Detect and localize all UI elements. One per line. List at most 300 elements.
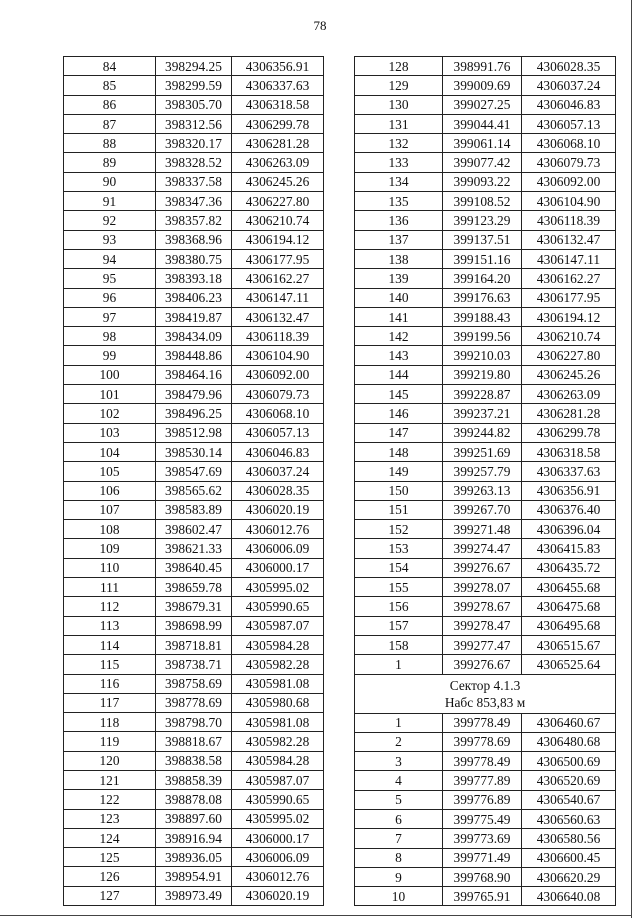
table-row: [64, 693, 324, 712]
table-row: [355, 635, 616, 654]
x-coordinate-cell: 399164.20: [443, 269, 522, 288]
point-number-cell: 127: [64, 886, 156, 905]
y-coordinate-cell: 4305990.65: [232, 597, 324, 616]
table-row: [355, 404, 616, 423]
x-coordinate-cell: 398479.96: [156, 385, 232, 404]
y-coordinate-cell: 4306079.73: [522, 153, 616, 172]
x-coordinate-cell: 399176.63: [443, 288, 522, 307]
point-number-cell: 147: [355, 423, 443, 442]
table-row: [355, 153, 616, 172]
y-coordinate-cell: 4306177.95: [522, 288, 616, 307]
x-coordinate-cell: 398347.36: [156, 192, 232, 211]
point-number-cell: 119: [64, 732, 156, 751]
y-coordinate-cell: 4305990.65: [232, 790, 324, 809]
x-coordinate-cell: 399251.69: [443, 442, 522, 461]
point-number-cell: 8: [355, 848, 443, 867]
table-row: [64, 230, 324, 249]
x-coordinate-cell: 398698.99: [156, 616, 232, 635]
y-coordinate-cell: 4305982.28: [232, 732, 324, 751]
x-coordinate-cell: 398565.62: [156, 481, 232, 500]
y-coordinate-cell: 4306194.12: [522, 307, 616, 326]
point-number-cell: 130: [355, 95, 443, 114]
table-row: [64, 539, 324, 558]
table-row: [64, 886, 324, 905]
point-number-cell: 124: [64, 828, 156, 847]
y-coordinate-cell: 4306560.63: [522, 809, 616, 828]
x-coordinate-cell: 398916.94: [156, 828, 232, 847]
page-frame-right: [631, 0, 632, 918]
table-row: [355, 95, 616, 114]
y-coordinate-cell: 4306480.68: [522, 732, 616, 751]
x-coordinate-cell: 398393.18: [156, 269, 232, 288]
point-number-cell: 85: [64, 76, 156, 95]
table-row: [64, 192, 324, 211]
x-coordinate-cell: 399776.89: [443, 790, 522, 809]
y-coordinate-cell: 4306263.09: [232, 153, 324, 172]
point-number-cell: 94: [64, 249, 156, 268]
table-row: [355, 57, 616, 76]
x-coordinate-cell: 398380.75: [156, 249, 232, 268]
x-coordinate-cell: 399775.49: [443, 809, 522, 828]
y-coordinate-cell: 4306281.28: [522, 404, 616, 423]
page-number: 78: [313, 18, 327, 33]
table-row: [355, 713, 616, 732]
table-row: [64, 828, 324, 847]
table-row: [355, 520, 616, 539]
y-coordinate-cell: 4306245.26: [522, 365, 616, 384]
point-number-cell: 132: [355, 134, 443, 153]
table-row: [64, 365, 324, 384]
point-number-cell: 116: [64, 674, 156, 693]
point-number-cell: 121: [64, 770, 156, 789]
table-row: [64, 114, 324, 133]
table-row: [355, 76, 616, 95]
x-coordinate-cell: 399778.49: [443, 713, 522, 732]
point-number-cell: 131: [355, 114, 443, 133]
y-coordinate-cell: 4306515.67: [522, 635, 616, 654]
point-number-cell: 89: [64, 153, 156, 172]
point-number-cell: 93: [64, 230, 156, 249]
x-coordinate-cell: 398328.52: [156, 153, 232, 172]
x-coordinate-cell: 399027.25: [443, 95, 522, 114]
point-number-cell: 101: [64, 385, 156, 404]
y-coordinate-cell: 4305995.02: [232, 578, 324, 597]
point-number-cell: 126: [64, 867, 156, 886]
point-number-cell: 139: [355, 269, 443, 288]
x-coordinate-cell: 398602.47: [156, 520, 232, 539]
table-row: [64, 346, 324, 365]
table-row: [64, 655, 324, 674]
y-coordinate-cell: 4306318.58: [522, 442, 616, 461]
table-row: [355, 269, 616, 288]
y-coordinate-cell: 4305987.07: [232, 770, 324, 789]
y-coordinate-cell: 4306318.58: [232, 95, 324, 114]
y-coordinate-cell: 4306245.26: [232, 172, 324, 191]
x-coordinate-cell: 399237.21: [443, 404, 522, 423]
table-row: [64, 848, 324, 867]
table-row: [64, 481, 324, 500]
table-row: [64, 385, 324, 404]
x-coordinate-cell: 399009.69: [443, 76, 522, 95]
point-number-cell: 125: [64, 848, 156, 867]
point-number-cell: 135: [355, 192, 443, 211]
point-number-cell: 150: [355, 481, 443, 500]
table-row: [64, 597, 324, 616]
point-number-cell: 90: [64, 172, 156, 191]
y-coordinate-cell: 4306037.24: [232, 462, 324, 481]
point-number-cell: 113: [64, 616, 156, 635]
y-coordinate-cell: 4305987.07: [232, 616, 324, 635]
point-number-cell: 114: [64, 635, 156, 654]
table-row: [355, 385, 616, 404]
point-number-cell: 107: [64, 500, 156, 519]
table-row: [355, 230, 616, 249]
point-number-cell: 95: [64, 269, 156, 288]
point-number-cell: 2: [355, 732, 443, 751]
point-number-cell: 133: [355, 153, 443, 172]
table-row: [64, 269, 324, 288]
y-coordinate-cell: 4306020.19: [232, 500, 324, 519]
table-row: [64, 751, 324, 770]
x-coordinate-cell: 398448.86: [156, 346, 232, 365]
y-coordinate-cell: 4306227.80: [522, 346, 616, 365]
x-coordinate-cell: 399108.52: [443, 192, 522, 211]
point-number-cell: 10: [355, 887, 443, 906]
x-coordinate-cell: 398337.58: [156, 172, 232, 191]
y-coordinate-cell: 4306079.73: [232, 385, 324, 404]
x-coordinate-cell: 399274.47: [443, 539, 522, 558]
y-coordinate-cell: 4306376.40: [522, 500, 616, 519]
y-coordinate-cell: 4306037.24: [522, 76, 616, 95]
x-coordinate-cell: 399777.89: [443, 771, 522, 790]
point-number-cell: 138: [355, 249, 443, 268]
x-coordinate-cell: 399137.51: [443, 230, 522, 249]
y-coordinate-cell: 4306210.74: [522, 327, 616, 346]
x-coordinate-cell: 398419.87: [156, 307, 232, 326]
x-coordinate-cell: 398659.78: [156, 578, 232, 597]
y-coordinate-cell: 4306525.64: [522, 655, 616, 674]
table-row: [64, 790, 324, 809]
table-row: [64, 57, 324, 76]
point-number-cell: 7: [355, 829, 443, 848]
point-number-cell: 91: [64, 192, 156, 211]
y-coordinate-cell: 4306435.72: [522, 558, 616, 577]
x-coordinate-cell: 398758.69: [156, 674, 232, 693]
table-row: [355, 616, 616, 635]
table-row: [64, 674, 324, 693]
y-coordinate-cell: 4306046.83: [232, 442, 324, 461]
point-number-cell: 118: [64, 713, 156, 732]
table-row: [355, 211, 616, 230]
x-coordinate-cell: 398406.23: [156, 288, 232, 307]
point-number-cell: 9: [355, 867, 443, 886]
point-number-cell: 98: [64, 327, 156, 346]
table-row: [355, 752, 616, 771]
y-coordinate-cell: 4305995.02: [232, 809, 324, 828]
point-number-cell: 154: [355, 558, 443, 577]
x-coordinate-cell: 399276.67: [443, 655, 522, 674]
x-coordinate-cell: 398512.98: [156, 423, 232, 442]
table-row: [355, 655, 616, 674]
y-coordinate-cell: 4306000.17: [232, 828, 324, 847]
table-row: [355, 114, 616, 133]
table-row: [64, 95, 324, 114]
table-row: [64, 713, 324, 732]
x-coordinate-cell: 399278.07: [443, 578, 522, 597]
x-coordinate-cell: 398496.25: [156, 404, 232, 423]
x-coordinate-cell: 398818.67: [156, 732, 232, 751]
point-number-cell: 106: [64, 481, 156, 500]
point-number-cell: 112: [64, 597, 156, 616]
x-coordinate-cell: 398778.69: [156, 693, 232, 712]
y-coordinate-cell: 4306460.67: [522, 713, 616, 732]
table-row: [355, 481, 616, 500]
table-row: [64, 423, 324, 442]
y-coordinate-cell: 4306020.19: [232, 886, 324, 905]
table-row: [64, 635, 324, 654]
x-coordinate-cell: 398305.70: [156, 95, 232, 114]
sector-length: Набс 853,83 м: [444, 694, 526, 710]
point-number-cell: 143: [355, 346, 443, 365]
table-row: [64, 172, 324, 191]
table-row: [355, 346, 616, 365]
point-number-cell: 3: [355, 752, 443, 771]
x-coordinate-cell: 399199.56: [443, 327, 522, 346]
sector-header-cell: [355, 674, 616, 713]
x-coordinate-cell: 399778.49: [443, 752, 522, 771]
table-row: [64, 307, 324, 326]
point-number-cell: 99: [64, 346, 156, 365]
table-row: [355, 809, 616, 828]
table-row: [355, 134, 616, 153]
x-coordinate-cell: 398294.25: [156, 57, 232, 76]
table-row: [355, 887, 616, 906]
table-row: [64, 867, 324, 886]
point-number-cell: 87: [64, 114, 156, 133]
x-coordinate-cell: 399768.90: [443, 867, 522, 886]
x-coordinate-cell: 398838.58: [156, 751, 232, 770]
x-coordinate-cell: 399263.13: [443, 481, 522, 500]
table-row: [355, 597, 616, 616]
point-number-cell: 86: [64, 95, 156, 114]
x-coordinate-cell: 398954.91: [156, 867, 232, 886]
point-number-cell: 158: [355, 635, 443, 654]
x-coordinate-cell: 399044.41: [443, 114, 522, 133]
table-row: [64, 770, 324, 789]
x-coordinate-cell: 398320.17: [156, 134, 232, 153]
table-row: [355, 327, 616, 346]
x-coordinate-cell: 399277.47: [443, 635, 522, 654]
x-coordinate-cell: 398299.59: [156, 76, 232, 95]
point-number-cell: 136: [355, 211, 443, 230]
x-coordinate-cell: 399278.67: [443, 597, 522, 616]
point-number-cell: 142: [355, 327, 443, 346]
table-row: [355, 732, 616, 751]
table-row: [64, 578, 324, 597]
point-number-cell: 115: [64, 655, 156, 674]
x-coordinate-cell: 398936.05: [156, 848, 232, 867]
x-coordinate-cell: 399123.29: [443, 211, 522, 230]
point-number-cell: 103: [64, 423, 156, 442]
table-row: [355, 790, 616, 809]
point-number-cell: 155: [355, 578, 443, 597]
y-coordinate-cell: 4306227.80: [232, 192, 324, 211]
table-row: [64, 327, 324, 346]
table-row: [64, 500, 324, 519]
point-number-cell: 108: [64, 520, 156, 539]
point-number-cell: 100: [64, 365, 156, 384]
sector-header-row: [355, 674, 616, 713]
table-row: [64, 76, 324, 95]
y-coordinate-cell: 4306147.11: [522, 249, 616, 268]
table-row: [64, 249, 324, 268]
y-coordinate-cell: 4306299.78: [522, 423, 616, 442]
y-coordinate-cell: 4306580.56: [522, 829, 616, 848]
point-number-cell: 96: [64, 288, 156, 307]
point-number-cell: 84: [64, 57, 156, 76]
point-number-cell: 129: [355, 76, 443, 95]
point-number-cell: 104: [64, 442, 156, 461]
y-coordinate-cell: 4305980.68: [232, 693, 324, 712]
x-coordinate-cell: 399771.49: [443, 848, 522, 867]
table-row: [64, 153, 324, 172]
y-coordinate-cell: 4306012.76: [232, 520, 324, 539]
x-coordinate-cell: 399061.14: [443, 134, 522, 153]
table-row: [355, 249, 616, 268]
y-coordinate-cell: 4306356.91: [522, 481, 616, 500]
y-coordinate-cell: 4306132.47: [232, 307, 324, 326]
x-coordinate-cell: 399257.79: [443, 462, 522, 481]
x-coordinate-cell: 398679.31: [156, 597, 232, 616]
point-number-cell: 4: [355, 771, 443, 790]
x-coordinate-cell: 398991.76: [443, 57, 522, 76]
x-coordinate-cell: 399210.03: [443, 346, 522, 365]
table-row: [64, 288, 324, 307]
table-row: [355, 365, 616, 384]
y-coordinate-cell: 4306132.47: [522, 230, 616, 249]
point-number-cell: 144: [355, 365, 443, 384]
y-coordinate-cell: 4306028.35: [232, 481, 324, 500]
y-coordinate-cell: 4306520.69: [522, 771, 616, 790]
table-row: [355, 500, 616, 519]
point-number-cell: 109: [64, 539, 156, 558]
y-coordinate-cell: 4306118.39: [522, 211, 616, 230]
x-coordinate-cell: 398640.45: [156, 558, 232, 577]
y-coordinate-cell: 4306194.12: [232, 230, 324, 249]
y-coordinate-cell: 4306337.63: [232, 76, 324, 95]
x-coordinate-cell: 399278.47: [443, 616, 522, 635]
table-row: [64, 134, 324, 153]
y-coordinate-cell: 4306620.29: [522, 867, 616, 886]
x-coordinate-cell: 398464.16: [156, 365, 232, 384]
point-number-cell: 1: [355, 713, 443, 732]
x-coordinate-cell: 399267.70: [443, 500, 522, 519]
x-coordinate-cell: 398621.33: [156, 539, 232, 558]
point-number-cell: 88: [64, 134, 156, 153]
x-coordinate-cell: 399244.82: [443, 423, 522, 442]
y-coordinate-cell: 4306455.68: [522, 578, 616, 597]
y-coordinate-cell: 4306057.13: [522, 114, 616, 133]
y-coordinate-cell: 4306068.10: [522, 134, 616, 153]
point-number-cell: 97: [64, 307, 156, 326]
table-row: [64, 809, 324, 828]
x-coordinate-cell: 399271.48: [443, 520, 522, 539]
y-coordinate-cell: 4306540.67: [522, 790, 616, 809]
table-row: [355, 423, 616, 442]
x-coordinate-cell: 399151.16: [443, 249, 522, 268]
x-coordinate-cell: 398973.49: [156, 886, 232, 905]
y-coordinate-cell: 4306210.74: [232, 211, 324, 230]
table-row: [355, 867, 616, 886]
table-row: [64, 404, 324, 423]
y-coordinate-cell: 4306415.83: [522, 539, 616, 558]
y-coordinate-cell: 4306500.69: [522, 752, 616, 771]
table-row: [355, 848, 616, 867]
x-coordinate-cell: 398878.08: [156, 790, 232, 809]
point-number-cell: 151: [355, 500, 443, 519]
y-coordinate-cell: 4306147.11: [232, 288, 324, 307]
point-number-cell: 111: [64, 578, 156, 597]
table-row: [355, 307, 616, 326]
x-coordinate-cell: 399188.43: [443, 307, 522, 326]
table-row: [355, 558, 616, 577]
table-row: [64, 616, 324, 635]
y-coordinate-cell: 4306162.27: [232, 269, 324, 288]
point-number-cell: 137: [355, 230, 443, 249]
point-number-cell: 148: [355, 442, 443, 461]
x-coordinate-cell: 398434.09: [156, 327, 232, 346]
point-number-cell: 141: [355, 307, 443, 326]
point-number-cell: 6: [355, 809, 443, 828]
table-row: [64, 462, 324, 481]
point-number-cell: 134: [355, 172, 443, 191]
page-frame-bottom: [0, 915, 632, 916]
x-coordinate-cell: 398897.60: [156, 809, 232, 828]
x-coordinate-cell: 398312.56: [156, 114, 232, 133]
y-coordinate-cell: 4306092.00: [232, 365, 324, 384]
point-number-cell: 146: [355, 404, 443, 423]
x-coordinate-cell: 399093.22: [443, 172, 522, 191]
y-coordinate-cell: 4305981.08: [232, 674, 324, 693]
y-coordinate-cell: 4306475.68: [522, 597, 616, 616]
y-coordinate-cell: 4306299.78: [232, 114, 324, 133]
y-coordinate-cell: 4306104.90: [232, 346, 324, 365]
y-coordinate-cell: 4306006.09: [232, 848, 324, 867]
y-coordinate-cell: 4306068.10: [232, 404, 324, 423]
point-number-cell: 152: [355, 520, 443, 539]
y-coordinate-cell: 4306337.63: [522, 462, 616, 481]
point-number-cell: 117: [64, 693, 156, 712]
y-coordinate-cell: 4306495.68: [522, 616, 616, 635]
point-number-cell: 110: [64, 558, 156, 577]
table-row: [355, 442, 616, 461]
table-row: [355, 462, 616, 481]
x-coordinate-cell: 399765.91: [443, 887, 522, 906]
y-coordinate-cell: 4306104.90: [522, 192, 616, 211]
x-coordinate-cell: 399228.87: [443, 385, 522, 404]
x-coordinate-cell: 398798.70: [156, 713, 232, 732]
point-number-cell: 149: [355, 462, 443, 481]
y-coordinate-cell: 4306118.39: [232, 327, 324, 346]
y-coordinate-cell: 4306281.28: [232, 134, 324, 153]
x-coordinate-cell: 398858.39: [156, 770, 232, 789]
point-number-cell: 156: [355, 597, 443, 616]
x-coordinate-cell: 398357.82: [156, 211, 232, 230]
table-row: [355, 172, 616, 191]
point-number-cell: 92: [64, 211, 156, 230]
table-row: [355, 578, 616, 597]
point-number-cell: 122: [64, 790, 156, 809]
